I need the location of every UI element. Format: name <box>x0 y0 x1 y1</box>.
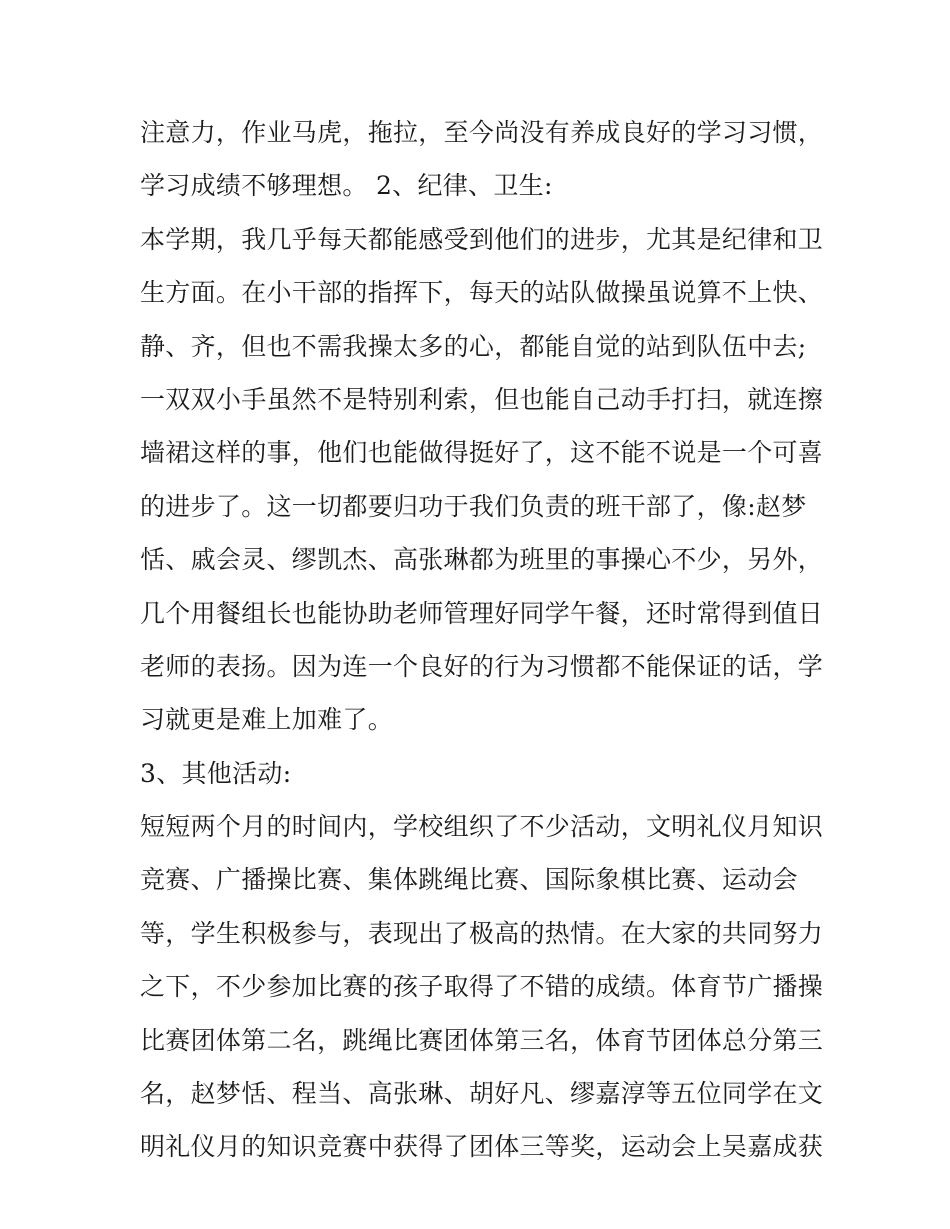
body-text <box>140 106 824 1174</box>
text-line: 注意力，作业马虎，拖拉，至今尚没有养成良好的学习习惯， <box>140 118 824 147</box>
text-line: 比赛团体第二名，跳绳比赛团体第三名，体育节团体总分第三 <box>140 1025 824 1055</box>
text-line: 习就更是难上加难了。 <box>140 705 394 735</box>
text-line: 等，学生积极参与，表现出了极高的热情。在大家的共同努力 <box>140 918 824 948</box>
text-line: 的进步了。这一切都要归功于我们负责的班干部了，像:赵梦 <box>140 491 807 521</box>
text-line: 明礼仪月的知识竞赛中获得了团体三等奖，运动会上吴嘉成获 <box>140 1132 824 1162</box>
text-line: 静、齐，但也不需我操太多的心，都能自觉的站到队伍中去; <box>140 331 807 361</box>
text-line: 短短两个月的时间内，学校组织了不少活动，文明礼仪月知识 <box>140 812 824 842</box>
text-line: 恬、戚会灵、缪凯杰、高张琳都为班里的事操心不少，另外， <box>140 545 824 575</box>
text-line: 老师的表扬。因为连一个良好的行为习惯都不能保证的话，学 <box>140 651 824 681</box>
text-line: 竞赛、广播操比赛、集体跳绳比赛、国际象棋比赛、运动会 <box>140 865 798 895</box>
text-line: 几个用餐组长也能协助老师管理好同学午餐，还时常得到值日 <box>140 598 824 628</box>
text-line: 学习成绩不够理想。 2、纪律、卫生: <box>140 171 553 201</box>
text-line: 墙裙这样的事，他们也能做得挺好了，这不能不说是一个可喜 <box>140 438 824 468</box>
text-line: 一双双小手虽然不是特别利索，但也能自己动手打扫，就连擦 <box>140 384 824 414</box>
text-line: 生方面。在小干部的指挥下，每天的站队做操虽说算不上快、 <box>140 278 824 308</box>
text-line: 本学期，我几乎每天都能感受到他们的进步，尤其是纪律和卫 <box>140 224 824 254</box>
text-line: 名，赵梦恬、程当、高张琳、胡好凡、缪嘉淳等五位同学在文 <box>140 1079 824 1109</box>
section-heading: 3、其他活动: <box>140 758 292 788</box>
text-line: 之下，不少参加比赛的孩子取得了不错的成绩。体育节广播操 <box>140 972 824 1002</box>
